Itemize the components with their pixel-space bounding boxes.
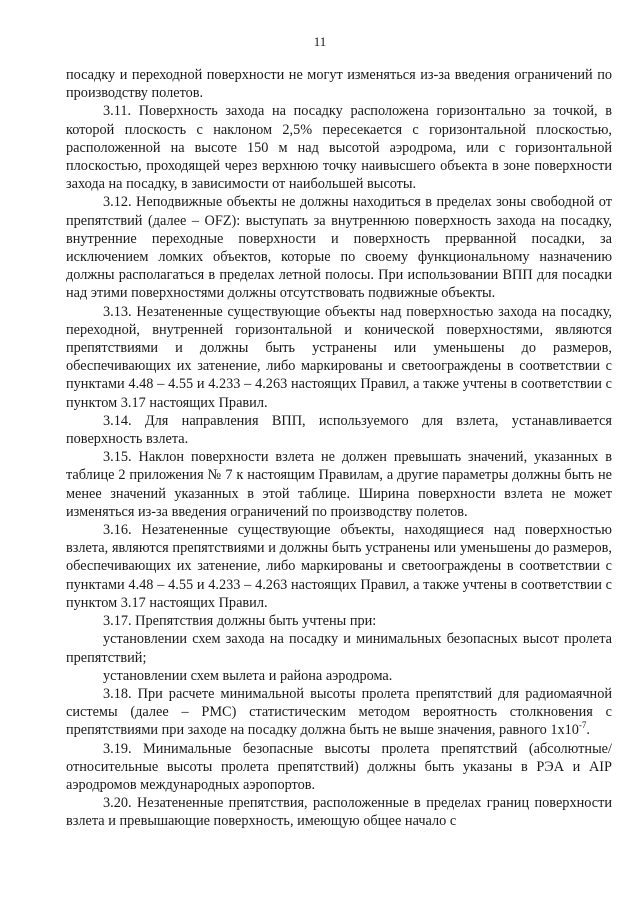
paragraph-3-13: 3.13. Незатененные существующие объекты над поверхностью захода на посадку, переходной, внутренней горизонтальной и конической поверхностями, являются препятствиями и должны быть устранены или уменьшены до размеров, обеспечивающих их затенение, либо маркированы и светоограждены в соответствии с пунктами 4.48 – 4.55 и 4.233 – 4.263 настоящих Правил, а также учтены в соответствии с пунктом 3.17 настоящих Правил. (66, 303, 612, 411)
paragraph-3-11: 3.11. Поверхность захода на посадку расположена горизонтально за точкой, в которой плоскость с наклоном 2,5% пересекается с горизонтальной плоскостью, расположенной на высоте 150 м над высотой аэродрома, или с горизонтальной плоскостью, проходящей через верхнюю точку наивысшего объекта в зоне поверхности захода на посадку, в зависимости от наибольшей высоты. (66, 103, 612, 193)
paragraph-3-17: 3.17. Препятствия должны быть учтены при: (103, 613, 377, 630)
paragraph-3-18 (66, 685, 612, 740)
paragraph-3-20: 3.20. Незатененные препятствия, расположенные в пределах границ поверхности взлета и превышающие поверхность, имеющую общее начало с (66, 795, 612, 830)
paragraph-3-17-item-1: установлении схем захода на посадку и минимальных безопасных высот пролета препятствий; (66, 631, 612, 666)
paragraph-3-17-item-2: установлении схем вылета и района аэродрома. (103, 667, 393, 684)
paragraph-3-15: 3.15. Наклон поверхности взлета не должен превышать значений, указанных в таблице 2 приложения № 7 к настоящим Правилам, а другие параметры должны быть не менее значений указанных в этой таблице. Ширина поверхности взлета не может изменяться из-за введения ограничений по производству полетов. (66, 449, 612, 520)
paragraph-3-16: 3.16. Незатененные существующие объекты, находящиеся над поверхностью взлета, являются препятствиями и должны быть устранены или уменьшены до размеров, обеспечивающих их затенение, либо маркированы и светоограждены в соответствии с пунктами 4.48 – 4.55 и 4.233 – 4.263 настоящих Правил, а также учтены в соответствии с пунктом 3.17 настоящих Правил. (66, 522, 612, 611)
paragraph-3-19: 3.19. Минимальные безопасные высоты пролета препятствий (абсолютные/относительные высоты пролета препятствий) должны быть указаны в РЭА и AIP аэродромов международных аэропортов. (66, 740, 612, 793)
page-number: 11 (313, 34, 327, 49)
document-body (66, 66, 612, 831)
paragraph-3-18-tail: . (586, 722, 590, 739)
paragraph-3-12: 3.12. Неподвижные объекты не должны находиться в пределах зоны свободной от препятствий (далее – OFZ): выступать за внутреннюю поверхность захода на посадку, внутренние переходные поверхности и поверхность прерванной посадки, за исключением ломких объектов, которые по своему функциональному назначению должны располагаться в пределах летной полосы. При использовании ВПП для посадки над этими поверхностями должны отсутствовать подвижные объекты. (66, 194, 612, 302)
exponent: -7 (578, 720, 587, 731)
paragraph-continuation: посадку и переходной поверхности не могут изменяться из-за введения ограничений по производству полетов. (66, 67, 612, 102)
paragraph-3-18-text: 3.18. При расчете минимальной высоты пролета препятствий для радиомаячной системы (далее – РМС) статистическим методом вероятность столкновения с препятствиями при заходе на посадку должна быть не выше значения, равного 1x10 (66, 685, 612, 739)
paragraph-3-14: 3.14. Для направления ВПП, используемого для взлета, устанавливается поверхность взлета. (66, 412, 612, 448)
